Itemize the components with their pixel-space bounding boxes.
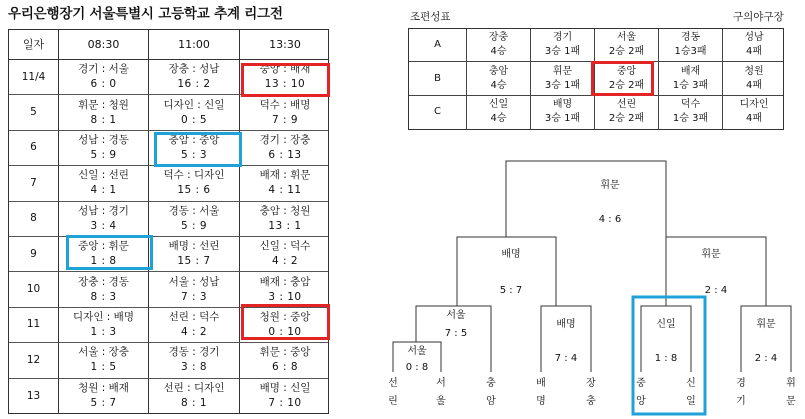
game-score: 4 : 11 [268,184,302,197]
game-score: 5 : 7 [90,397,117,410]
team-name: 중앙 [616,65,637,77]
game-score: 7 : 9 [271,113,299,126]
final-winner: 휘문 [600,180,620,191]
seed-team-char: 명 [536,396,546,407]
game-score: 6 : 0 [90,78,117,91]
game-score: 3 : 4 [90,219,117,232]
venue-label: 구의야구장 [733,11,784,23]
game-teams: 경동 : 서울 [168,204,220,217]
team-name: 신일 [488,99,509,111]
team-record: 2승 2패 [608,46,645,58]
game-teams: 경기 : 장충 [259,133,311,146]
team-name: 장충 [488,32,509,44]
game-score: 3 : 10 [268,290,302,303]
schedule-date: 12 [9,343,59,377]
team-record: 1승 3패 [672,79,709,91]
game-score: 1 : 5 [90,361,117,374]
seed-team-char: 장 [586,378,596,389]
seed-team-char: 충 [486,378,496,389]
seed-team-char: 중 [636,378,646,389]
game-teams: 배재 : 충암 [259,275,311,288]
game-teams: 청원 : 배재 [78,382,129,395]
qf4-score: 2 : 4 [754,353,778,364]
team-record: 3승 1패 [544,113,581,125]
team-name: 배재 [680,65,701,77]
game-teams: 중앙 : 휘문 [78,240,129,253]
game-teams: 장충 : 경동 [78,275,129,288]
seed-team-char: 서 [436,378,446,389]
team-record: 4패 [745,113,763,125]
page-title: 우리은행장기 서울특별시 고등학교 추계 리그전 [8,6,283,22]
game-score: 15 : 7 [177,255,211,268]
game-teams: 덕수 : 배명 [259,98,311,111]
game-teams: 청원 : 중앙 [259,310,311,323]
game-score: 0 : 5 [180,113,208,126]
header-time-1: 08:30 [59,30,149,59]
semi-left-score: 5 : 7 [499,285,523,296]
seed-team-char: 일 [686,396,696,407]
game-teams: 디자인 : 배명 [73,310,134,323]
header-time-2: 11:00 [149,30,240,59]
team-name: 선린 [616,99,637,111]
game-teams: 성남 : 경기 [78,204,129,217]
qf1-score: 7 : 5 [444,328,468,339]
team-name: 청원 [744,65,764,77]
game-teams: 중앙 : 배재 [259,63,311,76]
seed-team-char: 기 [736,396,746,407]
schedule-date: 10 [9,272,59,306]
group-name: B [409,62,467,94]
team-name: 성남 [744,32,764,44]
game-score: 4 : 2 [271,255,299,268]
team-record: 3승 1패 [544,46,581,58]
game-teams: 신일 : 선린 [78,169,129,182]
r1-score: 0 : 8 [405,362,429,373]
team-name: 서울 [616,32,637,44]
team-record: 4승 [490,46,507,58]
team-name: 휘문 [552,65,573,77]
game-score: 16 : 2 [177,78,211,91]
group-name: A [409,29,467,61]
schedule-date: 5 [9,95,59,129]
game-teams: 신일 : 덕수 [259,240,311,253]
game-teams: 충암 : 청원 [259,204,311,217]
team-name: 경기 [552,32,573,44]
schedule-date: 11 [9,308,59,342]
schedule-date: 9 [9,237,59,271]
group-name: C [409,96,467,129]
game-score: 13 : 1 [268,219,302,232]
game-score: 4 : 2 [180,325,208,338]
qf3-winner: 신일 [656,319,676,330]
game-teams: 배재 : 휘문 [259,169,311,182]
game-score: 6 : 13 [268,148,302,161]
schedule-date: 6 [9,131,59,165]
game-teams: 성남 : 경동 [78,133,129,146]
team-record: 3승 1패 [544,79,581,91]
team-record: 1승 3패 [672,113,709,125]
seed-team-char: 충 [586,396,596,407]
game-score: 5 : 3 [180,148,208,161]
seed-team-char: 문 [786,396,796,407]
game-teams: 서울 : 성남 [168,275,220,288]
semi-left-winner: 배명 [501,249,521,260]
team-name: 배명 [552,99,573,111]
header-time-3: 13:30 [269,38,301,51]
qf2-winner: 배명 [556,319,576,330]
game-teams: 서울 : 장충 [78,346,129,359]
game-teams: 충암 : 중앙 [168,133,220,146]
qf2-score: 7 : 4 [554,353,578,364]
game-teams: 경기 : 서울 [78,63,129,76]
game-teams: 휘문 : 청원 [78,98,129,111]
game-score: 13 : 10 [264,78,306,91]
team-name: 덕수 [680,99,701,111]
team-record: 2승 2패 [608,79,645,91]
seed-team-char: 암 [486,396,496,407]
game-teams: 선린 : 덕수 [168,310,220,323]
final-score: 4 : 6 [598,214,622,225]
seed-team-char: 휘 [786,378,796,389]
team-name: 디자인 [739,99,769,111]
game-score: 7 : 3 [180,290,208,303]
team-record: 4승 [490,113,507,125]
team-record: 4패 [745,46,763,58]
game-teams: 휘문 : 중앙 [259,346,311,359]
r1-winner: 서울 [407,346,427,357]
game-score: 6 : 8 [271,361,299,374]
schedule-date: 13 [9,379,59,414]
game-score: 0 : 10 [268,325,302,338]
game-score: 4 : 1 [90,184,117,197]
team-record: 4패 [745,79,763,91]
game-score: 8 : 3 [90,290,117,303]
seed-team-char: 신 [686,378,696,389]
team-record: 4승 [490,79,507,91]
game-teams: 선린 : 디자인 [163,382,225,395]
game-teams: 경동 : 경기 [168,346,220,359]
game-score: 7 : 10 [268,397,302,410]
schedule-date: 11/4 [9,60,59,94]
game-score: 1 : 3 [90,325,117,338]
schedule-date: 8 [9,202,59,236]
game-score: 1 : 8 [90,255,117,268]
game-teams: 배명 : 신일 [259,382,311,395]
group-table-title: 조편성표 [410,11,451,23]
team-record: 2승 2패 [608,113,645,125]
semi-right-winner: 휘문 [701,249,721,260]
team-name: 경동 [680,32,701,44]
game-teams: 장충 : 성남 [168,63,220,76]
game-teams: 배명 : 선린 [168,240,220,253]
qf4-winner: 휘문 [756,319,776,330]
qf1-winner: 서울 [446,310,466,321]
seed-team-char: 울 [436,396,446,407]
bracket-line-final [506,161,666,237]
game-teams: 덕수 : 디자인 [163,169,225,182]
header-date: 일자 [9,30,59,59]
game-score: 8 : 1 [180,397,208,410]
game-score: 5 : 9 [90,148,117,161]
game-score: 5 : 9 [180,219,208,232]
team-name: 충암 [488,65,509,77]
semi-right-score: 2 : 4 [704,285,728,296]
game-score: 3 : 8 [180,361,208,374]
seed-team-char: 앙 [636,396,646,407]
game-teams: 디자인 : 신일 [163,98,225,111]
game-score: 15 : 6 [177,184,211,197]
seed-team-char: 린 [388,396,398,407]
qf3-score: 1 : 8 [654,353,678,364]
seed-team-char: 배 [536,378,546,389]
schedule-date: 7 [9,166,59,200]
team-record: 1승3패 [674,46,707,58]
game-score: 8 : 1 [90,113,117,126]
seed-team-char: 선 [388,378,398,389]
seed-team-char: 경 [736,378,746,389]
